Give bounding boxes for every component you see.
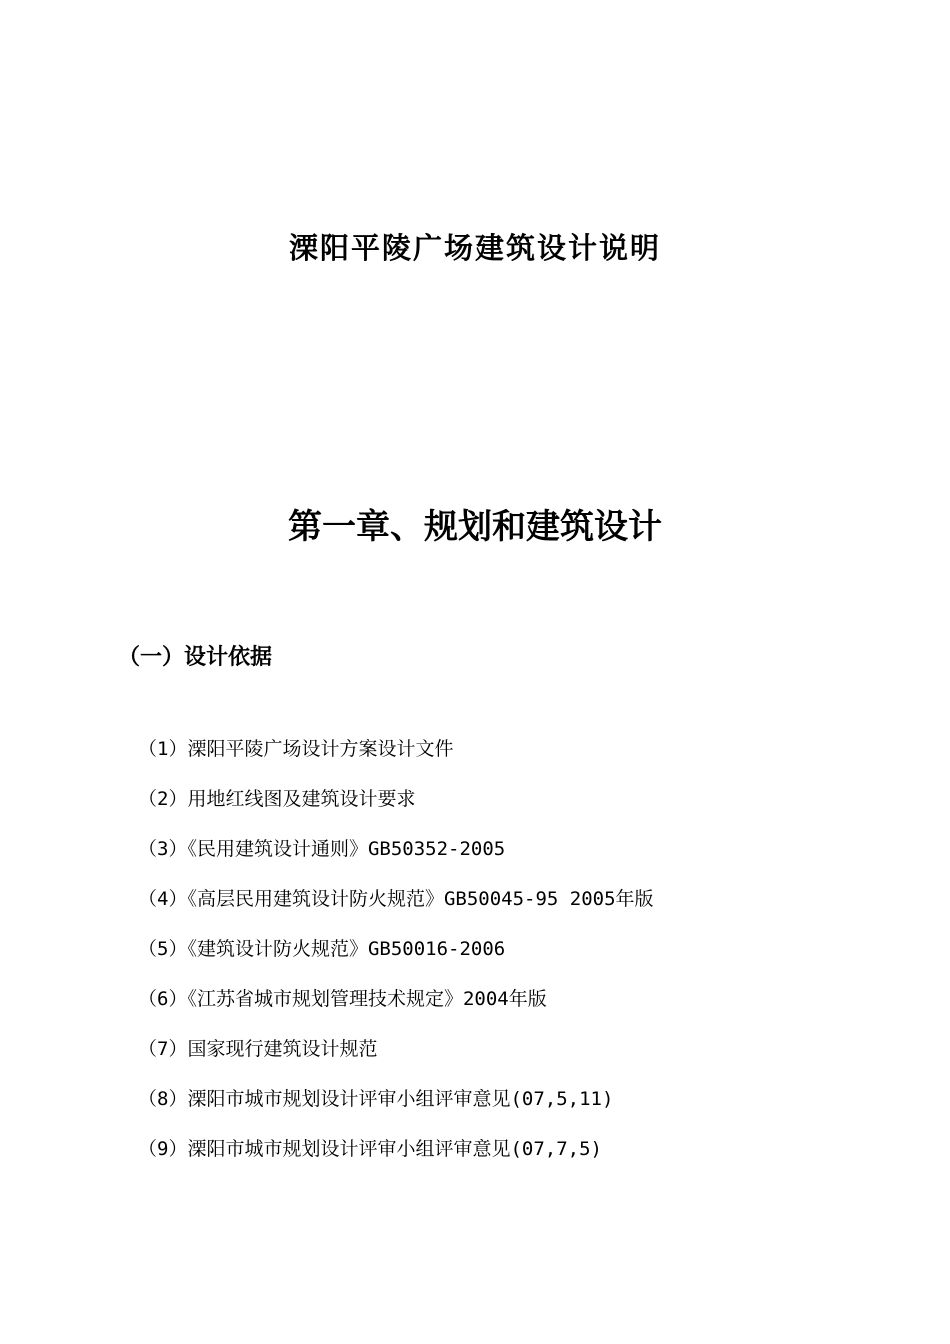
chapter-title: 第一章、规划和建筑设计 xyxy=(288,507,662,547)
reference-list xyxy=(138,734,654,1184)
document-title: 溧阳平陵广场建筑设计说明 xyxy=(288,231,661,265)
reference-item-8: （8）溧阳市城市规划设计评审小组评审意见(07,5,11) xyxy=(138,1088,614,1110)
reference-item-4: （4）《高层民用建筑设计防火规范》GB50045-95 2005年版 xyxy=(138,888,654,910)
reference-item-6: （6）《江苏省城市规划管理技术规定》2004年版 xyxy=(138,988,547,1010)
reference-item-9: （9）溧阳市城市规划设计评审小组评审意见(07,7,5) xyxy=(138,1138,602,1160)
reference-item-3: （3）《民用建筑设计通则》GB50352-2005 xyxy=(138,838,506,860)
reference-item-7: （7）国家现行建筑设计规范 xyxy=(138,1038,378,1060)
reference-item-2: （2）用地红线图及建筑设计要求 xyxy=(138,788,416,810)
reference-item-1: （1）溧阳平陵广场设计方案设计文件 xyxy=(138,738,454,760)
reference-item-5: （5）《建筑设计防火规范》GB50016-2006 xyxy=(138,938,506,960)
section-heading: （一）设计依据 xyxy=(118,645,273,670)
